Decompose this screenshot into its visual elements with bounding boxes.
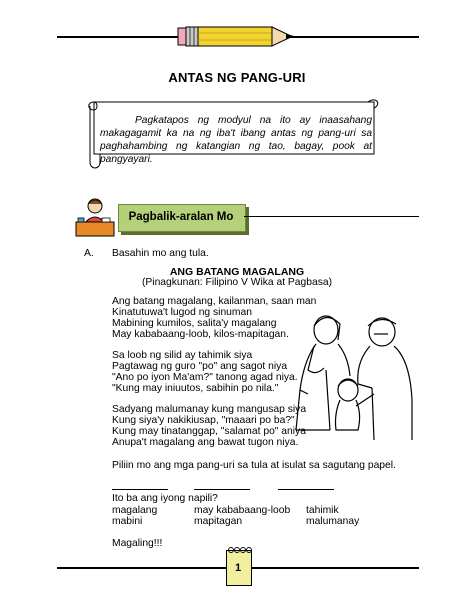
poem-line: "Ano po iyon Ma'am?" tanong agad niya. xyxy=(112,372,298,383)
poem-line: Sa loob ng silid ay tahimik siya xyxy=(112,350,253,361)
poem-line: Kung siya'y nakikiusap, "maaari po ba?" xyxy=(112,415,295,426)
poem-title: ANG BATANG MAGALANG xyxy=(169,266,305,278)
choice: tahimik xyxy=(306,505,339,516)
choice: mabini xyxy=(112,516,143,527)
poem-line: "Kung may iniuutos, sabihin po nila." xyxy=(112,383,279,394)
teacher-at-desk-icon xyxy=(72,194,118,240)
poem-line: Anupa't magalang ang bawat tugon niya. xyxy=(112,437,299,448)
choice: mapitagan xyxy=(194,516,243,527)
poem-source: (Pinagkunan: Filipino V Wika at Pagbasa) xyxy=(141,277,333,288)
spiral-binding-icon xyxy=(226,546,252,554)
poem-line: Ang batang magalang, kailanman, saan man xyxy=(112,296,317,307)
section-rule xyxy=(244,216,419,217)
choice: may kababaang-loob xyxy=(194,505,291,516)
task-instruction: Piliin mo ang mga pang-uri sa tula at isulat sa sagutang papel. xyxy=(112,460,396,471)
answer-blank xyxy=(112,489,168,490)
answer-blank xyxy=(278,489,334,490)
poem-line: Mabining kumilos, salita'y magalang xyxy=(112,318,277,329)
poem-line: Pagtawag ng guro "po" ang sagot niya xyxy=(112,361,288,372)
pencil-icon xyxy=(168,24,302,50)
adults-greeting-child-illustration xyxy=(286,310,420,444)
task-question: Ito ba ang iyong napili? xyxy=(112,493,218,504)
poem-line: Sadyang malumanay kung mangusap siya xyxy=(112,404,307,415)
poem-line: Kinatutuwa't lugod ng sinuman xyxy=(112,307,252,318)
choice: magalang xyxy=(112,505,158,516)
objective-text: Pagkatapos ng modyul na ito ay inaasahang makagagamit ka na ng iba't ibang antas ng pang-uri sa paghahambing ng katangian ng tao, bagay, pook at pangyayari. xyxy=(100,115,372,165)
choice: malumanay xyxy=(306,516,360,527)
closing-text: Magaling!!! xyxy=(112,538,163,549)
poem-line: Kung may tinatanggap, "salamat po" aniya xyxy=(112,426,306,437)
section-label: Pagbalik-aralan Mo xyxy=(128,211,234,223)
page-title: ANTAS NG PANG-URI xyxy=(168,70,306,85)
poem-line: May kababaang-loob, kilos-mapitagan. xyxy=(112,329,289,340)
activity-instruction: Basahin mo ang tula. xyxy=(112,248,209,259)
activity-letter: A. xyxy=(84,248,94,259)
answer-blank xyxy=(194,489,250,490)
page-number: 1 xyxy=(234,562,242,574)
